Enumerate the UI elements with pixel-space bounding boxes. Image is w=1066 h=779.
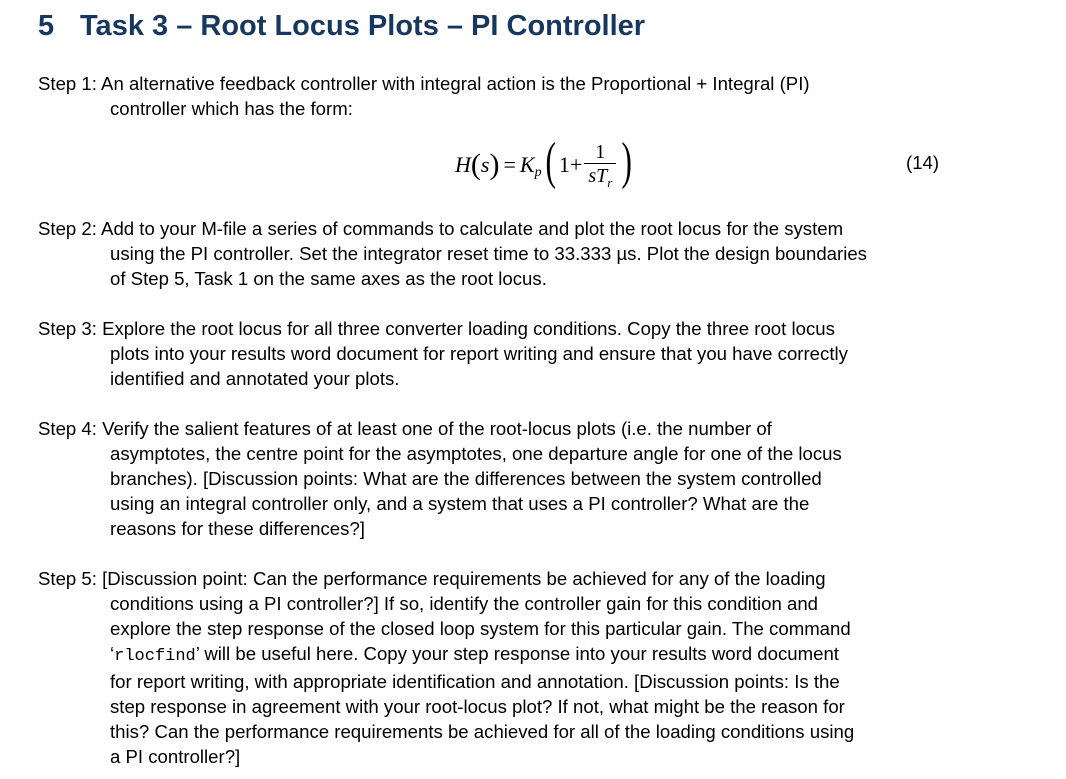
equation-gain-sub: p [534,165,542,180]
pi-controller-equation: H ( s ) = K p ( 1+ $\frac{1}{sT_r}$ ) [455,133,633,190]
step-2 [38,216,1028,291]
equation-lhs: H [455,152,471,177]
step-1 [38,71,1028,121]
step-2-line: using the PI controller. Set the integrator reset time to 33.333 µs. Plot the design boundaries [110,243,867,264]
step-5-line: conditions using a PI controller?] If so, identify the controller gain for this condition and [110,593,818,614]
step-5-line: Step 5: [Discussion point: Can the performance requirements be achieved for any of the loading [38,568,826,589]
step-4-line: using an integral controller only, and a system that uses a PI controller? What are the [110,493,810,514]
equation-lhs-arg: s [480,152,490,177]
step-4-line: reasons for these differences?] [110,518,365,539]
step-1-line: Step 1: An alternative feedback controller with integral action is the Proportional + Integral (PI) [38,73,810,94]
step-4-line: branches). [Discussion points: What are the differences between the system controlled [110,468,822,489]
equation-one: 1+ [558,152,583,177]
fraction-denominator-sub: r [607,174,613,190]
step-5-line: this? Can the performance requirements be achieved for all of the loading conditions using [110,721,855,742]
section-title: Task 3 – Root Locus Plots – PI Controller [80,10,646,42]
step-2-line: Step 2: Add to your M-file a series of commands to calculate and plot the root locus for the system [38,218,844,239]
step-5-line: step response in agreement with your root-locus plot? If not, what might be the reason for [110,696,845,717]
step-4-line: Step 4: Verify the salient features of at least one of the root-locus plots (i.e. the number of [38,418,772,439]
step-3-line: identified and annotated your plots. [110,368,400,389]
section-heading [38,10,645,43]
step-5-line: explore the step response of the closed loop system for this particular gain. The command [110,618,851,639]
step-5-line [38,641,1028,669]
fraction-denominator [584,163,616,190]
section-number: 5 [38,10,55,42]
equation-gain: K [519,152,535,177]
step-4 [38,416,1028,541]
fraction-denominator-text: sT [588,164,608,187]
step-5-line: for report writing, with appropriate identification and annotation. [Discussion points: Is the [110,671,840,692]
equation-fraction [584,141,616,190]
step-4-line: asymptotes, the centre point for the asymptotes, one departure angle for one of the locus [110,443,842,464]
step-5-line-rest: ’ will be useful here. Copy your step response into your results word document [195,643,839,664]
step-5-line: a PI controller?] [110,746,241,767]
step-5 [38,566,1028,769]
step-3-line: Step 3: Explore the root locus for all three converter loading conditions. Copy the three root locus [38,318,835,339]
step-2-line: of Step 5, Task 1 on the same axes as the root locus. [110,268,547,289]
step-1-line: controller which has the form: [110,98,353,119]
rlocfind-command: rlocfind [114,647,196,666]
equation-number: (14) [906,152,940,173]
quote-open: ‘ [110,643,115,664]
step-3 [38,316,1028,391]
fraction-numerator: 1 [595,140,606,163]
step-3-line: plots into your results word document for report writing and ensure that you have correctly [110,343,848,364]
